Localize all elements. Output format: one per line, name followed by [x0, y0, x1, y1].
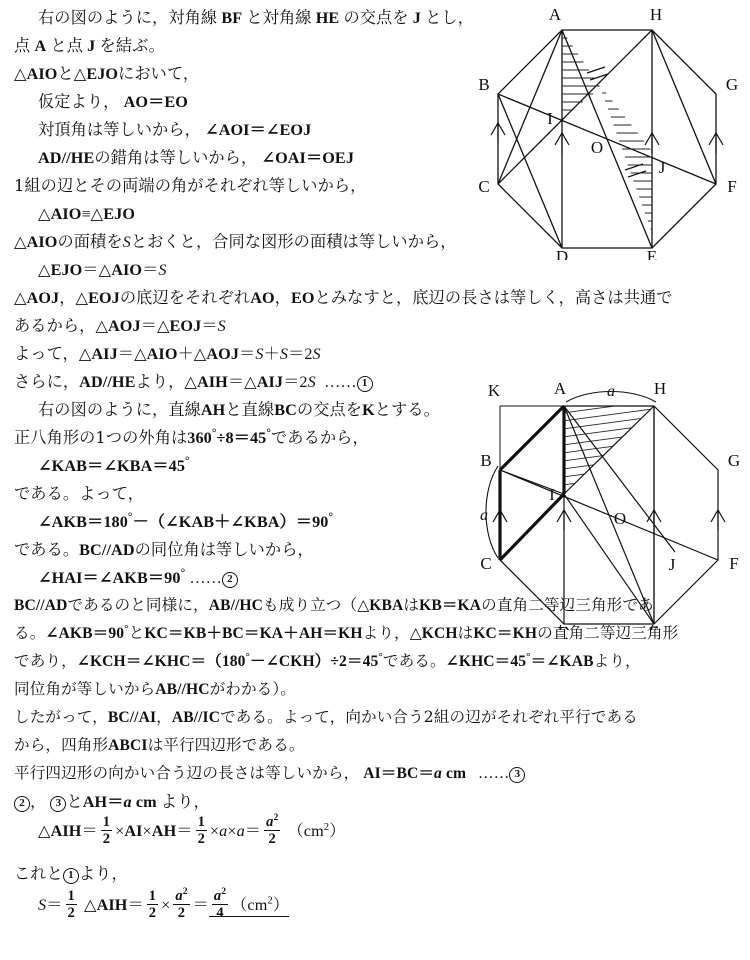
octagon-diagram-2	[460, 368, 750, 635]
vertex-label-B: B	[480, 451, 492, 470]
text-line-14: さらに，AD//HEより，△AIH＝△AIJ＝2S …… 1	[14, 374, 373, 392]
fraction-one-half-b: $\frac{1}{2}$	[197, 814, 205, 848]
point-label-I: I	[549, 485, 555, 504]
text-line-21: ∠HAI＝∠AKB＝90° …… 2	[38, 570, 238, 588]
vertex-label-D	[558, 623, 570, 630]
final-answer: $\frac{a^2}{4}$ $(cm^2)$	[209, 896, 289, 917]
text-line-3: △AIOと△EJOにおいて，	[14, 64, 200, 83]
equation-line-s: S＝ $\frac{1}{2}$ △AIH＝ $\frac{1}{2}$ × $\frac{a^2}{2}$ ＝ $\frac{a^2}{4}$ $(cm^2)$	[38, 886, 290, 922]
text-line-11: △AOJ，△EOJの底辺をそれぞれAO，EOとみなすと，底辺の長さは等しく，高さは共通で	[14, 288, 673, 307]
text-line-31: これと 1 より，	[14, 864, 128, 883]
arrow-AD	[557, 510, 571, 530]
fraction-a-squared-over-4: $\frac{a^2}{4}$	[213, 886, 227, 922]
fraction-one-half-a: $\frac{1}{2}$	[102, 814, 111, 848]
vertex-label-D: D	[555, 247, 569, 260]
vertex-label-G: G	[725, 75, 739, 94]
arrow-AD	[555, 133, 569, 153]
parallel-arrow-marks	[493, 510, 725, 530]
arrow-BC	[493, 510, 507, 530]
vertex-label-H: H	[649, 5, 663, 24]
text-line-2: 点 A と点 J を結ぶ。	[14, 36, 165, 55]
segment-AJ	[564, 406, 675, 552]
text-line-24: であり，∠KCH＝∠KHC＝（180°－∠CKH）÷2＝45°である。∠KHC＝45°＝∠KABより，	[14, 650, 641, 670]
text-line-26: したがって，BC//AI，AB//ICである。よって，向かい合う2組の辺がそれぞれ平行である	[14, 708, 638, 726]
vertex-label-E	[649, 623, 659, 630]
text-line-6: AD//HEの錯角は等しいから， ∠OAI＝OEJ	[38, 148, 355, 167]
text-line-4: 仮定より， AO＝EO	[38, 92, 188, 111]
text-line-13: よって，△AIJ＝△AIO＋△AOJ＝S＋S＝2S	[14, 344, 321, 363]
text-line-16: 正八角形の1つの外角は360°÷8＝45°であるから，	[14, 427, 369, 447]
fraction-one-half-c: $\frac{1}{2}$	[67, 888, 75, 922]
ref-circle-1b: 1	[63, 868, 79, 884]
arrow-HE	[647, 510, 661, 530]
hatch-triangle-EOJ	[576, 93, 696, 237]
length-label-a-top: a	[607, 383, 615, 400]
text-line-23: る。∠AKB＝90°とKC＝KB＋BC＝KA＋AH＝KHより，△KCHはKC＝KHの直角二等辺三角形	[14, 622, 679, 642]
point-label-I: I	[547, 109, 553, 128]
octagon-diagram-1	[466, 0, 750, 265]
vertex-label-A: A	[548, 5, 562, 24]
hatch-triangle-AIH	[555, 398, 675, 494]
octagon-svg-1	[466, 0, 750, 260]
equation-line-aih: △AIH＝ $\frac{1}{2}$ ×AI×AH＝ $\frac{1}{2}$ ×a×a＝ $\frac{a^2}{2}$ $(cm^2)$	[38, 812, 346, 848]
vertex-label-F: F	[727, 177, 737, 196]
text-line-19: ∠AKB＝180°－（∠KAB＋∠KBA）＝90°	[38, 511, 334, 531]
vertex-label-E: E	[646, 247, 658, 260]
length-label-a-left: a	[480, 507, 488, 524]
vertex-label-H: H	[653, 379, 667, 398]
vertex-label-G: G	[727, 451, 741, 470]
text-line-8: △AIO≡△EJO	[38, 205, 136, 223]
arrow-GF	[709, 133, 723, 153]
vertex-label-C: C	[480, 554, 492, 573]
text-line-5: 対頂角は等しいから， ∠AOI＝∠EOJ	[38, 120, 312, 139]
text-line-12: あるから，△AOJ＝△EOJ＝S	[14, 316, 226, 335]
arrow-GF	[711, 510, 725, 530]
fraction-a-squared-over-2b: $\frac{a^2}{2}$	[175, 886, 188, 922]
point-label-O: O	[613, 509, 627, 528]
vertex-label-C: C	[478, 177, 490, 196]
vertex-label-B: B	[478, 75, 490, 94]
segment-HC	[498, 30, 652, 184]
vertex-label-F: F	[729, 554, 739, 573]
ref-circle-2b: 2	[14, 796, 30, 812]
text-line-15: 右の図のように，直線AHと直線BCの交点をKとする。	[38, 400, 440, 419]
bold-AB	[500, 406, 564, 470]
text-line-22: BC//ADであるのと同様に，AB//HCも成り立つ（△KBAはKB＝KAの直角二等辺三角形であ	[14, 596, 654, 614]
arrow-BC	[491, 123, 505, 143]
text-line-7: 1組の辺とその両端の角がそれぞれ等しいから，	[14, 176, 367, 195]
vertex-label-A: A	[553, 379, 567, 398]
point-label-J: J	[668, 555, 676, 574]
text-line-28: 平行四辺形の向かい合う辺の長さは等しいから， AI＝BC＝a cm …… 3	[14, 766, 525, 783]
text-line-1: 右の図のように，対角線 BF と対角線 HE の交点を J とし，	[38, 8, 474, 27]
text-line-25: 同位角が等しいからAB//HCがわかる）。	[14, 680, 296, 698]
octagon-svg-2	[460, 368, 750, 630]
ref-circle-2: 2	[222, 572, 238, 588]
text-line-9: △AIOの面積をSとおくと，合同な図形の面積は等しいから，	[14, 232, 457, 251]
arrow-HE	[645, 133, 659, 153]
text-line-17: ∠KAB＝∠KBA＝45°	[38, 455, 190, 475]
point-label-O: O	[590, 138, 604, 157]
point-label-J: J	[658, 158, 666, 177]
ref-circle-3b: 3	[50, 796, 66, 812]
ref-circle-3: 3	[509, 767, 525, 783]
point-label-K: K	[487, 381, 501, 400]
ref-circle-1: 1	[357, 376, 373, 392]
fraction-one-half-d: $\frac{1}{2}$	[148, 888, 157, 922]
text-line-29: 2 ， 3 とAH＝a cm より，	[14, 794, 210, 812]
text-line-20: である。BC//ADの同位角は等しいから，	[14, 540, 314, 559]
fraction-a-squared-over-2: $\frac{a^2}{2}$	[266, 812, 279, 848]
text-line-27: から，四角形ABCIは平行四辺形である。	[14, 736, 305, 754]
text-line-10: △EJO＝△AIO＝S	[38, 261, 167, 279]
segment-AE	[562, 30, 652, 248]
text-line-18: である。よって，	[14, 484, 144, 503]
